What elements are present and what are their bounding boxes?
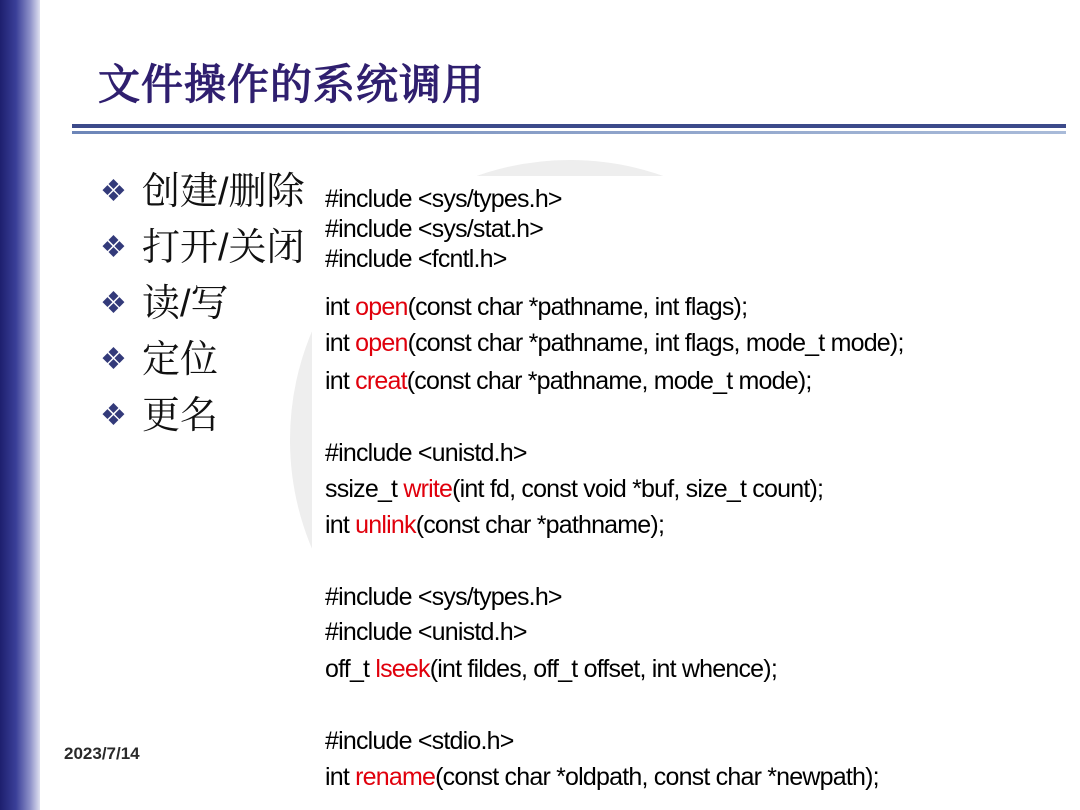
left-accent-bar bbox=[0, 0, 40, 810]
diamond-bullet-icon: ❖ bbox=[100, 287, 127, 320]
function-name: unlink bbox=[355, 511, 416, 539]
code-line: #include <sys/types.h> bbox=[325, 185, 562, 213]
diamond-bullet-icon: ❖ bbox=[100, 343, 127, 376]
code-line: #include <stdio.h> bbox=[325, 727, 514, 755]
bullet-item bbox=[100, 336, 305, 392]
code-line: #include <unistd.h> bbox=[325, 439, 527, 467]
diamond-bullet-icon: ❖ bbox=[100, 399, 127, 432]
code-line: #include <unistd.h> bbox=[325, 618, 527, 646]
diamond-bullet-icon: ❖ bbox=[100, 175, 127, 208]
code-box bbox=[312, 176, 1080, 810]
bullet-text: 打开/关闭 bbox=[142, 227, 305, 269]
code-line-lseek: off_t lseek(int fildes, off_t offset, int whence); bbox=[325, 655, 777, 683]
bullet-text: 创建/删除 bbox=[142, 171, 305, 213]
bullet-list bbox=[100, 168, 305, 448]
title-divider bbox=[72, 124, 1066, 128]
slide-title: 文件操作的系统调用 bbox=[98, 61, 486, 108]
code-line-open: int open(const char *pathname, int flags); bbox=[325, 293, 748, 321]
code-line: #include <fcntl.h> bbox=[325, 245, 507, 273]
function-name: lseek bbox=[375, 655, 430, 683]
bullet-text: 读/写 bbox=[142, 283, 229, 325]
bullet-text: 定位 bbox=[142, 339, 219, 381]
code-line: #include <sys/types.h> bbox=[325, 583, 562, 611]
function-name: rename bbox=[355, 763, 436, 791]
code-line-rename: int rename(const char *oldpath, const char *newpath); bbox=[325, 763, 879, 791]
diamond-bullet-icon: ❖ bbox=[100, 231, 127, 264]
bullet-item bbox=[100, 224, 305, 280]
slide-date: 2023/7/14 bbox=[64, 744, 140, 763]
code-line-open-mode: int open(const char *pathname, int flags, mode_t mode); bbox=[325, 329, 904, 357]
bullet-text: 更名 bbox=[142, 395, 219, 437]
bullet-item bbox=[100, 168, 305, 224]
function-name: creat bbox=[355, 367, 407, 395]
code-line-creat: int creat(const char *pathname, mode_t mode); bbox=[325, 367, 812, 395]
function-name: write bbox=[403, 475, 453, 503]
function-name: open bbox=[355, 329, 408, 357]
code-line-write: ssize_t write(int fd, const void *buf, size_t count); bbox=[325, 475, 824, 503]
title-divider-shadow bbox=[72, 131, 1066, 134]
code-line-unlink: int unlink(const char *pathname); bbox=[325, 511, 665, 539]
bullet-item bbox=[100, 280, 305, 336]
bullet-item bbox=[100, 392, 305, 448]
function-name: open bbox=[355, 293, 408, 321]
code-line: #include <sys/stat.h> bbox=[325, 215, 544, 243]
